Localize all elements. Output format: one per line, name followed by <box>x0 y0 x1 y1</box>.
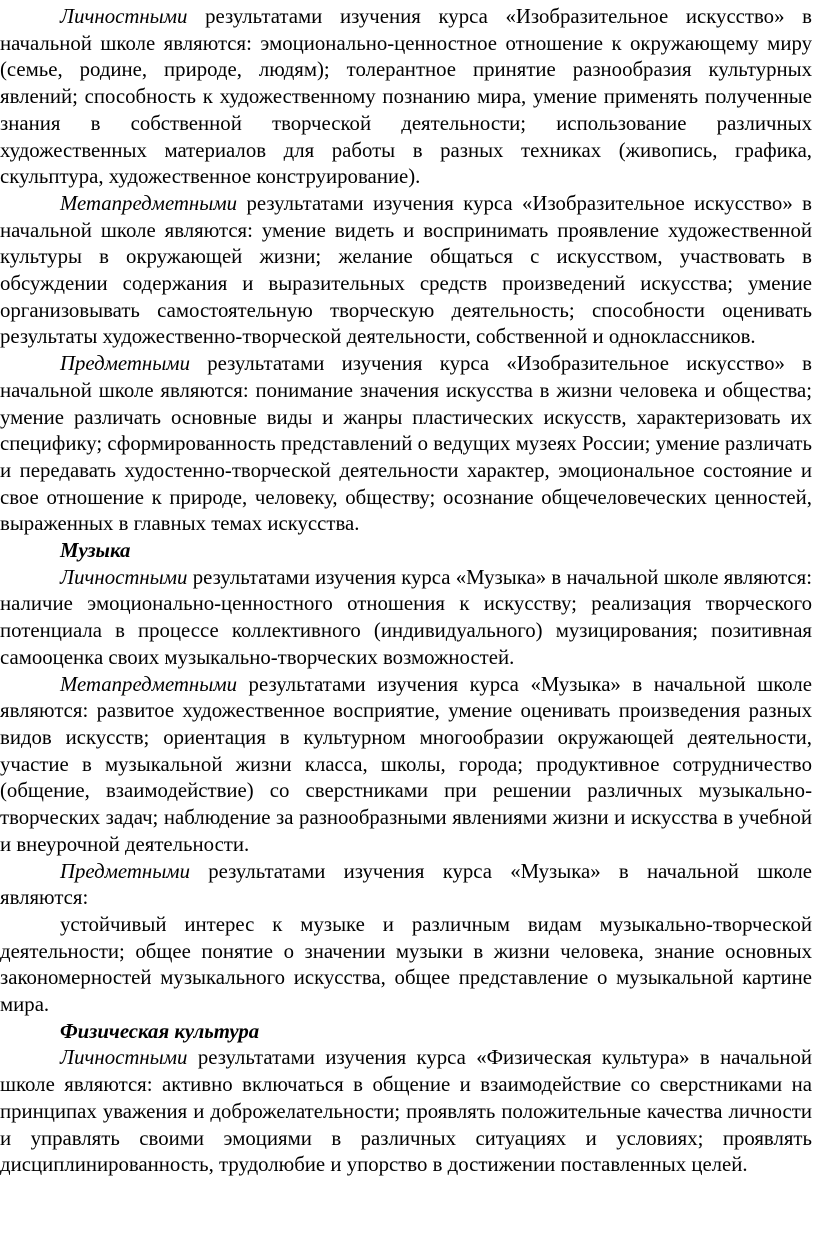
term-personal: Личностными <box>60 5 188 28</box>
pe-personal-results-paragraph <box>0 1045 812 1179</box>
music-subject-results-list-paragraph: устойчивый интерес к музыке и различным видам музыкально-творческой деятельности; общее понятие о значении музыки в жизни человека, знание основных закономерностей музыкального искусства, общее представление о музыкальной картине мира. <box>0 912 812 1017</box>
paragraph-text: результатами изучения курса «Музыка» в начальной школе являются: наличие эмоционально-ценностного отношения к искусству; реализация творческого потенциала в процессе коллективного (индивидуального) музицирования; позитивная самооценка своих музыкально-творческих возможностей. <box>0 565 812 669</box>
term-personal: Личностными <box>60 565 188 589</box>
term-subject: Предметными <box>60 352 190 376</box>
paragraph-text: результатами изучения курса «Изобразительное искусство» в начальной школе являются: понимание значения искусства в жизни человека и общества; умение различать основные виды и жанры пластических искусств, характеризовать их специфику; сформированность представлений о ведущих музеях России; умение различать и передавать худостенно-творческой деятельности характер, эмоциональное состояние и свое отношение к природе, человеку, обществу; осознание общечеловеческих ценностей, выраженных в главных темах искусства. <box>0 352 812 536</box>
art-subject-results-paragraph <box>0 351 812 538</box>
music-metasubject-results-paragraph <box>0 672 812 859</box>
art-personal-results-paragraph <box>0 4 812 191</box>
term-personal: Личностными <box>60 1046 188 1070</box>
pe-section-title: Физическая культура <box>60 1019 260 1043</box>
paragraph-text: результатами изучения курса «Изобразительное искусство» в начальной школе являются: умение видеть и воспринимать проявление художественной культуры в окружающей жизни; желание общаться с искусством, участвовать в обсуждении содержания и выразительных средств произведений искусства; умение организовывать самостоятельную творческую деятельность; способности оценивать результаты художественно-творческой деятельности, собственной и одноклассников. <box>0 191 812 349</box>
music-personal-results-paragraph <box>0 565 812 672</box>
paragraph-text: результатами изучения курса «Изобразительное искусство» в начальной школе являются: эмоционально-ценностное отношение к окружающему миру (семье, родине, природе, людям); толерантное принятие разнообразия культурных явлений; способность к художественному познанию мира, умение применять полученные знания в собственной творческой деятельности; использование различных художественных материалов для работы в разных техниках (живопись, графика, скульптура, художественное конструирование). <box>0 5 812 189</box>
art-metasubject-results-paragraph <box>0 191 812 351</box>
term-metasubject: Метапредметными <box>60 672 238 696</box>
term-subject: Предметными <box>60 859 190 883</box>
term-metasubject: Метапредметными <box>60 191 238 215</box>
paragraph-text: результатами изучения курса «Музыка» в начальной школе являются: развитое художественное восприятие, умение оценивать произведения разных видов искусств; ориентация в культурном многообразии окружающей деятельности, участие в музыкальной жизни класса, школы, города; продуктивное сотрудничество (общение, взаимодействие) со сверстниками при решении различных музыкально-творческих задач; наблюдение за разнообразными явлениями жизни и искусства в учебной и внеурочной деятельности. <box>0 672 812 856</box>
music-section-title: Музыка <box>60 539 131 563</box>
paragraph-text: результатами изучения курса «Физическая культура» в начальной школе являются: активно включаться в общение и взаимодействие со сверстниками на принципах уважения и доброжелательности; проявлять положительные качества личности и управлять своими эмоциями в различных ситуациях и условиях; проявлять дисциплинированность, трудолюбие и упорство в достижении поставленных целей. <box>0 1046 812 1177</box>
paragraph-text: результатами изучения курса «Музыка» в начальной школе являются: <box>0 859 812 910</box>
music-subject-results-paragraph <box>0 859 812 912</box>
